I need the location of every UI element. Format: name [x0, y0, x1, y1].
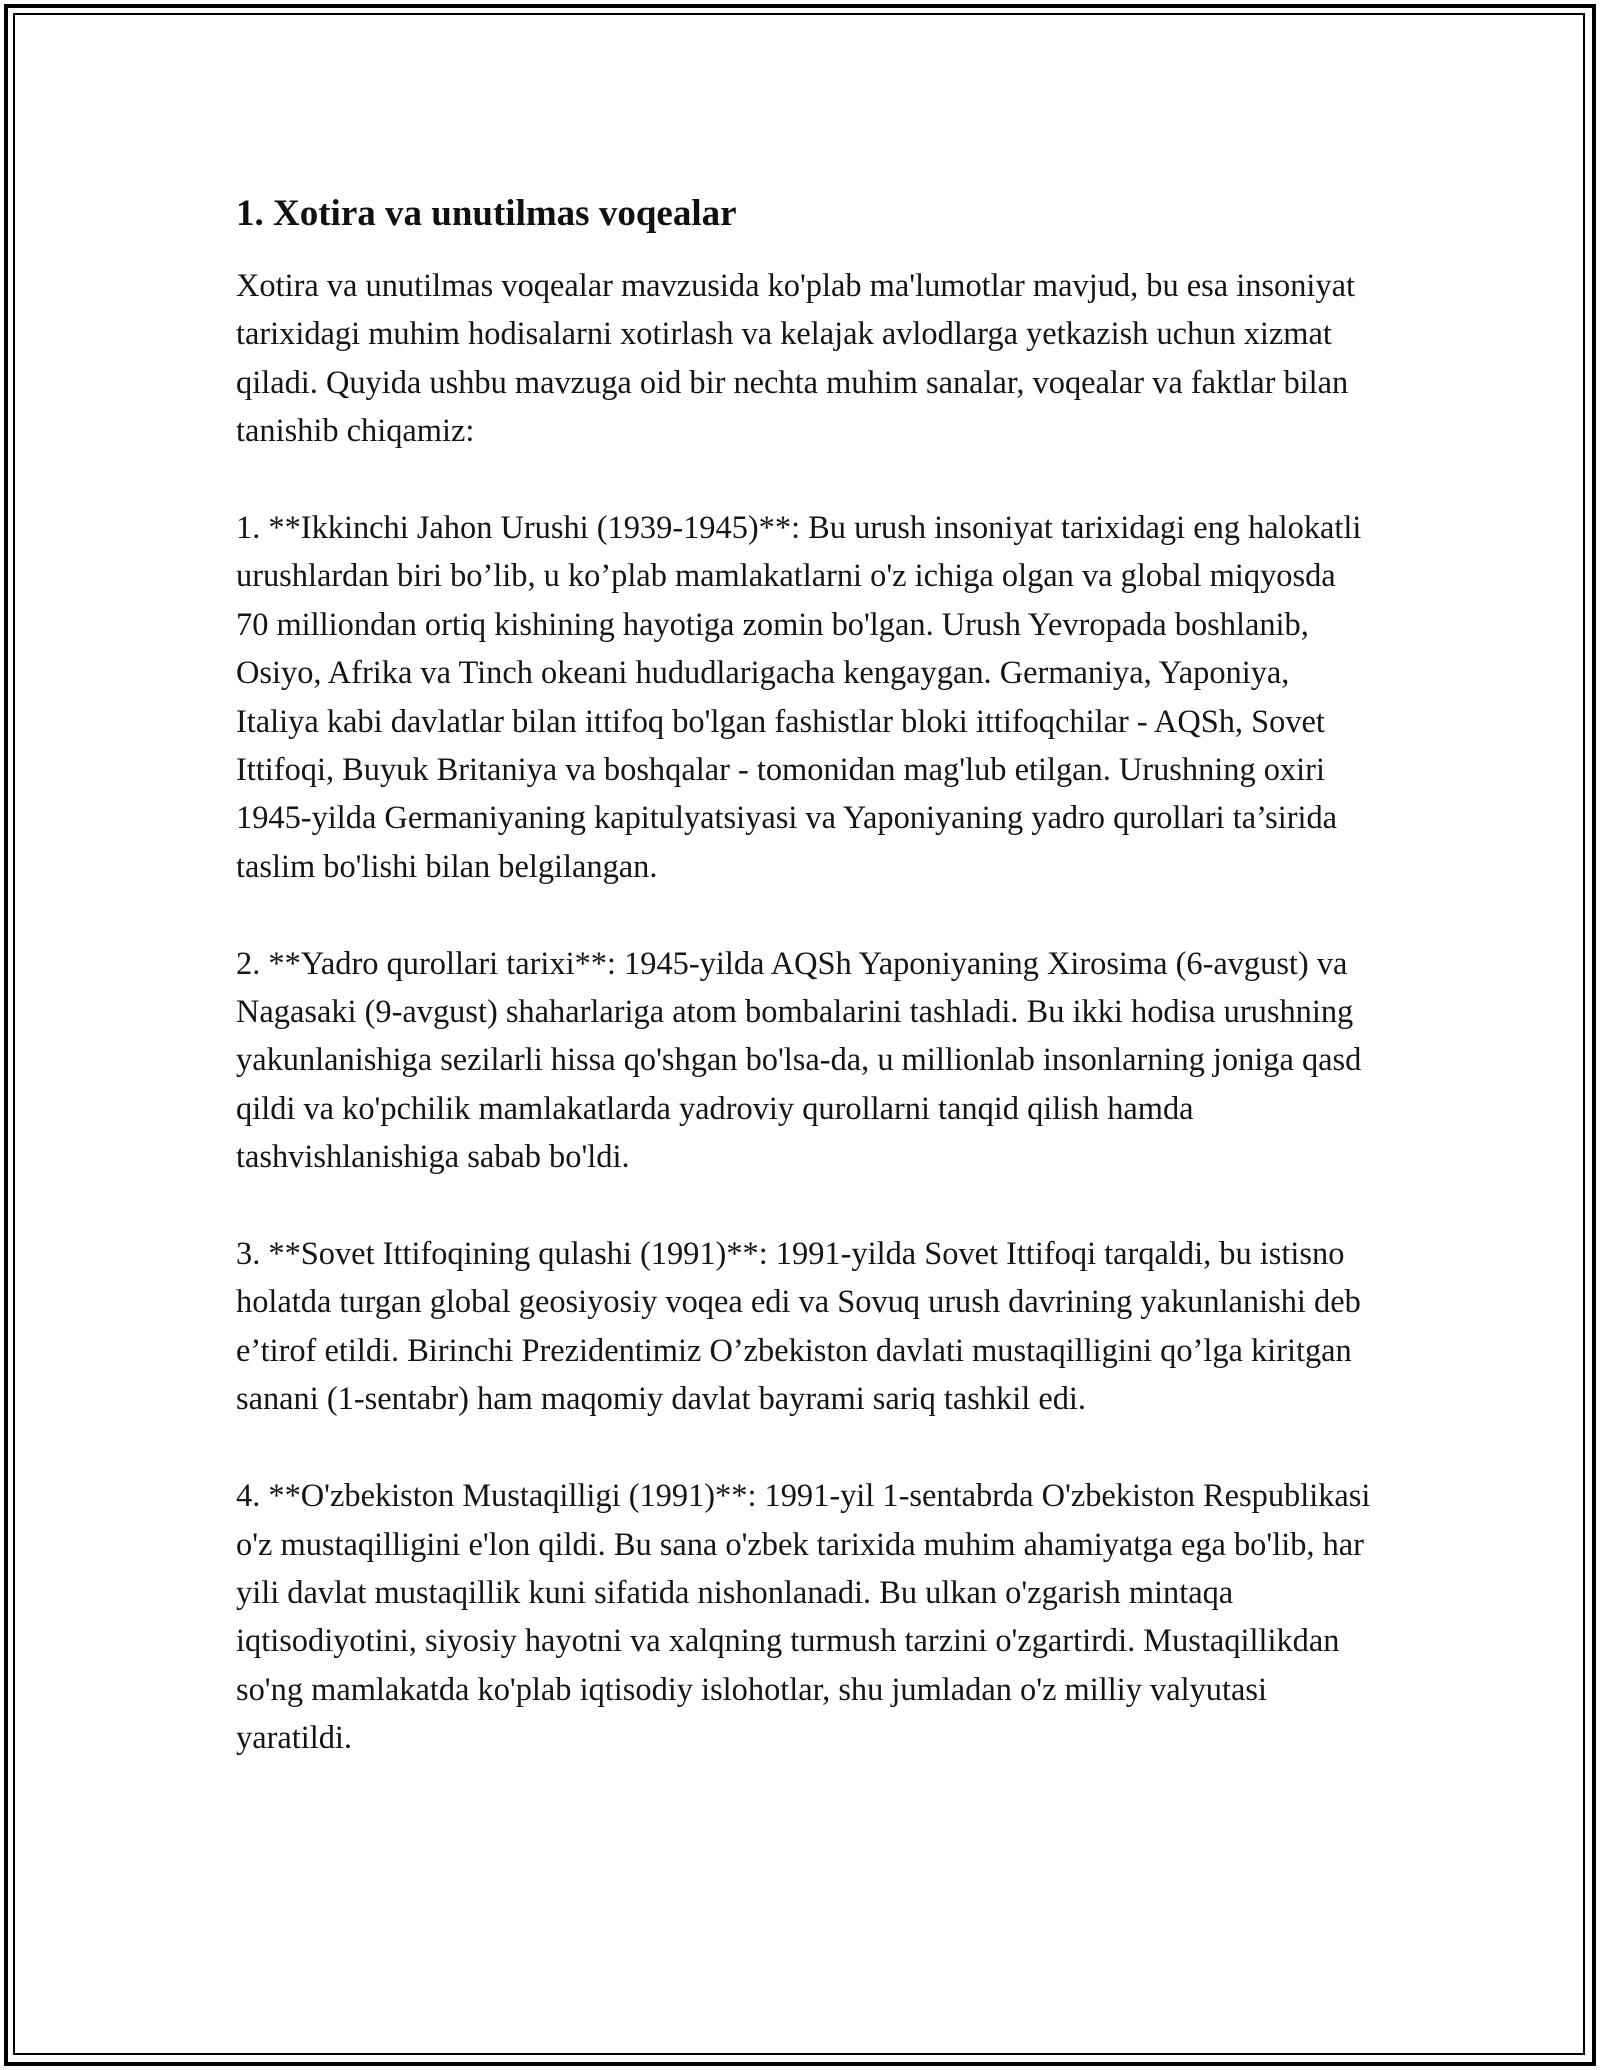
item-paragraph-4: 4. **O'zbekiston Mustaqilligi (1991)**: 1991-yil 1-sentabrda O'zbekiston Respublikasi o'z mustaqilligini e'lon qildi. Bu sana o'zbek tarixida muhim ahamiyatga ega bo'lib, har yili davlat mustaqillik kuni sifatida nishonlanadi. Bu ulkan o'zgarish mintaqa iqtisodiyotini, siyosiy hayotni va xalqning turmush tarzini o'zgartirdi. Mustaqillikdan so'ng mamlakatda ko'plab iqtisodiy islohotlar, shu jumladan o'z milliy valyutasi yaratildi.: [236, 1478, 1371, 1757]
item-paragraph-3: 3. **Sovet Ittifoqining qulashi (1991)**: 1991-yilda Sovet Ittifoqi tarqaldi, bu istisno holatda turgan global geosiyosiy voqea edi va Sovuq urush davrining yakunlanishi deb e’tirof etildi. Birinchi Prezidentimiz O’zbekiston davlati mustaqilligini qo’lga kiritgan sanani (1-sentabr) ham maqomiy davlat bayrami sariq tashkil edi.: [236, 1236, 1361, 1418]
document-body: [236, 186, 1376, 1811]
section-heading: 1. Xotira va unutilmas voqealar: [236, 193, 737, 234]
item-paragraph-2: 2. **Yadro qurollari tarixi**: 1945-yilda AQSh Yaponiyaning Xirosima (6-avgust) va Nagasaki (9-avgust) shaharlariga atom bombalarini tashladi. Bu ikki hodisa urushning yakunlanishiga sezilarli hissa qo'shgan bo'lsa-da, u millionlab insonlarning joniga qasd qildi va ko'pchilik mamlakatlarda yadroviy qurollarni tanqid qilish hamda tashvishlanishiga sabab bo'ldi.: [236, 945, 1362, 1176]
intro-paragraph: Xotira va unutilmas voqealar mavzusida ko'plab ma'lumotlar mavjud, bu esa insoniyat tarixidagi muhim hodisalarni xotirlash va kelajak avlodlarga yetkazish uchun xizmat qiladi. Quyida ushbu mavzuga oid bir nechta muhim sanalar, voqealar va faktlar bilan tanishib chiqamiz:: [236, 268, 1355, 450]
item-paragraph-1: 1. **Ikkinchi Jahon Urushi (1939-1945)**: Bu urush insoniyat tarixidagi eng halokatli urushlardan biri bo’lib, u ko’plab mamlakatlarni o'z ichiga olgan va global miqyosda 70 milliondan ortiq kishining hayotiga zomin bo'lgan. Urush Yevropada boshlanib, Osiyo, Afrika va Tinch okeani hududlarigacha kengaygan. Germaniya, Yaponiya, Italiya kabi davlatlar bilan ittifoq bo'lgan fashistlar bloki ittifoqchilar - AQSh, Sovet Ittifoqi, Buyuk Britaniya va boshqalar - tomonidan mag'lub etilgan. Urushning oxiri 1945-yilda Germaniyaning kapitulyatsiyasi va Yaponiyaning yadro qurollari ta’sirida taslim bo'lishi bilan belgilangan.: [236, 510, 1362, 885]
